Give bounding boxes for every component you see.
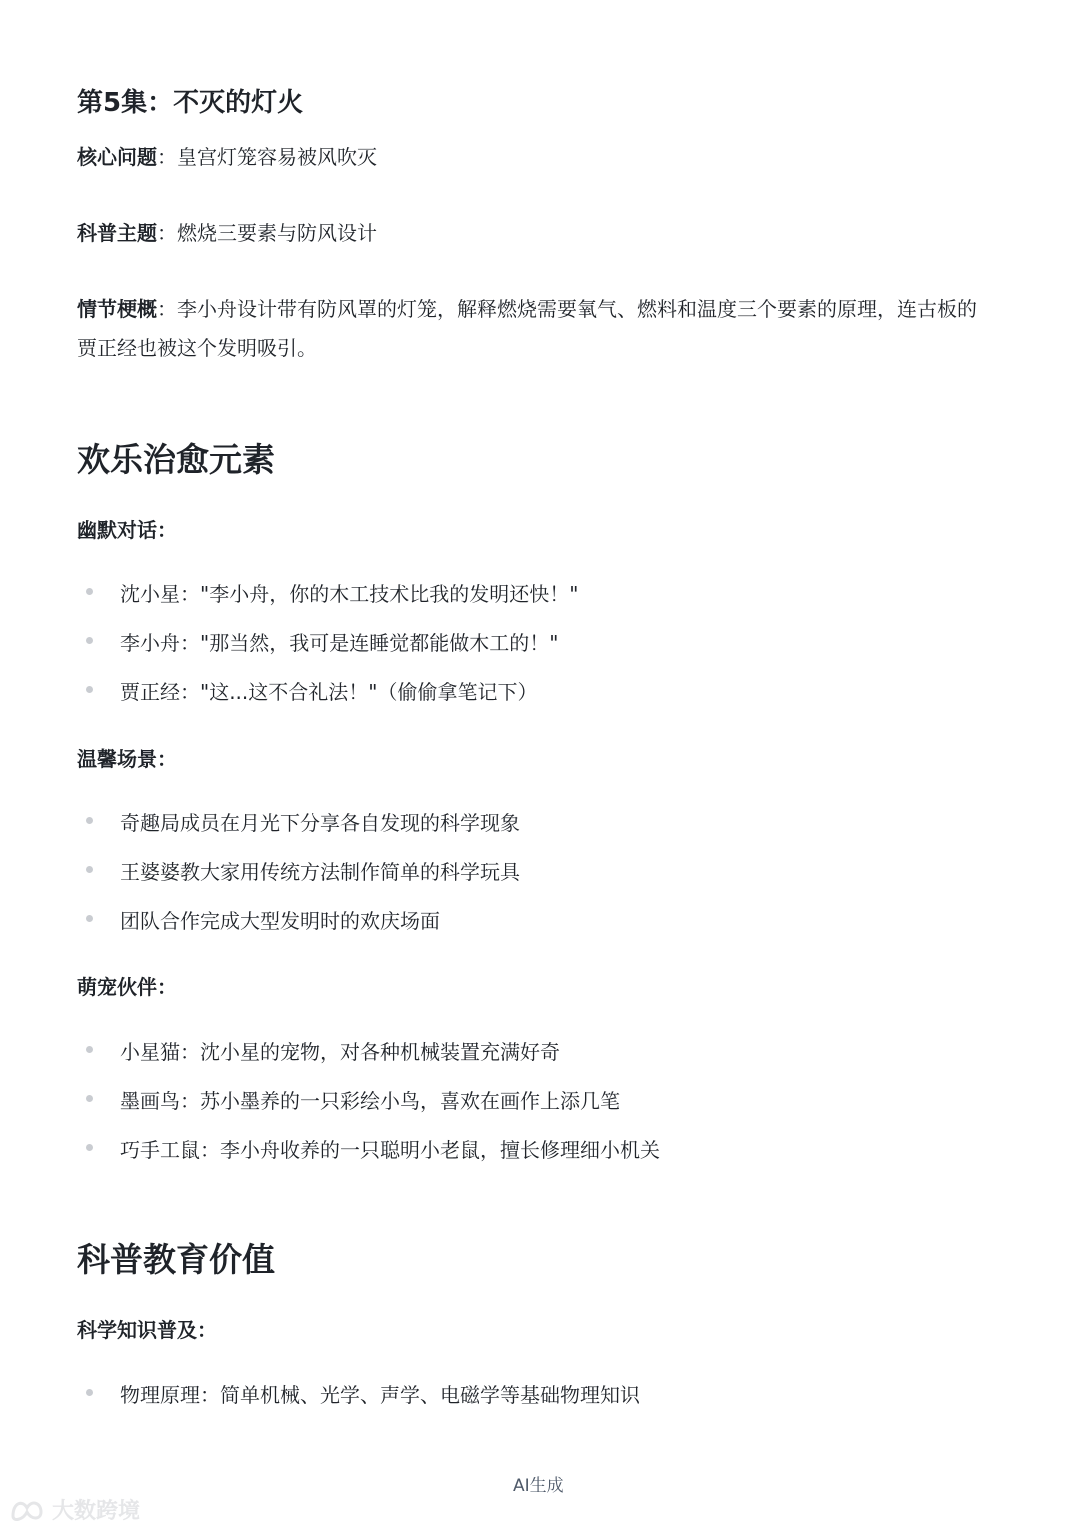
- science-knowledge-label: 科学知识普及：: [77, 1318, 217, 1342]
- watermark-logo-icon: [9, 1494, 49, 1524]
- core-question-text: 皇宫灯笼容易被风吹灭: [177, 145, 377, 169]
- pets-label: 萌宠伙伴：: [77, 975, 177, 999]
- plot-sep: ：: [157, 297, 177, 321]
- edu-section-heading: 科普教育价值: [77, 1240, 275, 1279]
- list-item: 贾正经："这...这不合礼法！"（偷偷拿笔记下）: [120, 680, 538, 704]
- core-question-sep: ：: [157, 145, 177, 169]
- bullet-dot: [86, 915, 93, 922]
- bullet-dot: [86, 588, 93, 595]
- list-item: 团队合作完成大型发明时的欢庆场面: [120, 909, 440, 933]
- bullet-dot: [86, 686, 93, 693]
- warm-scenes-label: 温馨场景：: [77, 747, 177, 771]
- plot-label: 情节梗概: [77, 297, 157, 321]
- bullet-dot: [86, 1144, 93, 1151]
- list-item: 巧手工鼠：李小舟收养的一只聪明小老鼠，擅长修理细小机关: [120, 1138, 660, 1162]
- list-item: 墨画鸟：苏小墨养的一只彩绘小鸟，喜欢在画作上添几笔: [120, 1089, 620, 1113]
- science-topic-line: [77, 214, 987, 253]
- list-item: 沈小星："李小舟，你的木工技术比我的发明还快！": [120, 582, 579, 606]
- episode-title: 第5集：不灭的灯火: [77, 88, 304, 118]
- list-item: 王婆婆教大家用传统方法制作简单的科学玩具: [120, 860, 520, 884]
- core-question-line: [77, 138, 987, 177]
- bullet-dot: [86, 1389, 93, 1396]
- list-item: 小星猫：沈小星的宠物，对各种机械装置充满好奇: [120, 1040, 560, 1064]
- bullet-dot: [86, 637, 93, 644]
- list-item: 奇趣局成员在月光下分享各自发现的科学现象: [120, 811, 520, 835]
- plot-text: 李小舟设计带有防风罩的灯笼，解释燃烧需要氧气、燃料和温度三个要素的原理，连古板的贾正经也被这个发明吸引。: [77, 297, 977, 360]
- watermark-text: 大数跨境: [52, 1499, 141, 1524]
- science-topic-sep: ：: [157, 221, 177, 245]
- list-item: 李小舟："那当然，我可是连睡觉都能做木工的！": [120, 631, 559, 655]
- bullet-dot: [86, 866, 93, 873]
- humor-dialogue-label: 幽默对话：: [77, 518, 177, 542]
- core-question-label: 核心问题: [77, 145, 157, 169]
- ai-generated-footer: AI生成: [513, 1476, 564, 1496]
- bullet-dot: [86, 817, 93, 824]
- bullet-dot: [86, 1046, 93, 1053]
- plot-summary: [77, 290, 987, 368]
- joy-section-heading: 欢乐治愈元素: [77, 440, 275, 479]
- list-item: 物理原理：简单机械、光学、声学、电磁学等基础物理知识: [120, 1383, 640, 1407]
- science-topic-label: 科普主题: [77, 221, 157, 245]
- bullet-dot: [86, 1095, 93, 1102]
- science-topic-text: 燃烧三要素与防风设计: [177, 221, 377, 245]
